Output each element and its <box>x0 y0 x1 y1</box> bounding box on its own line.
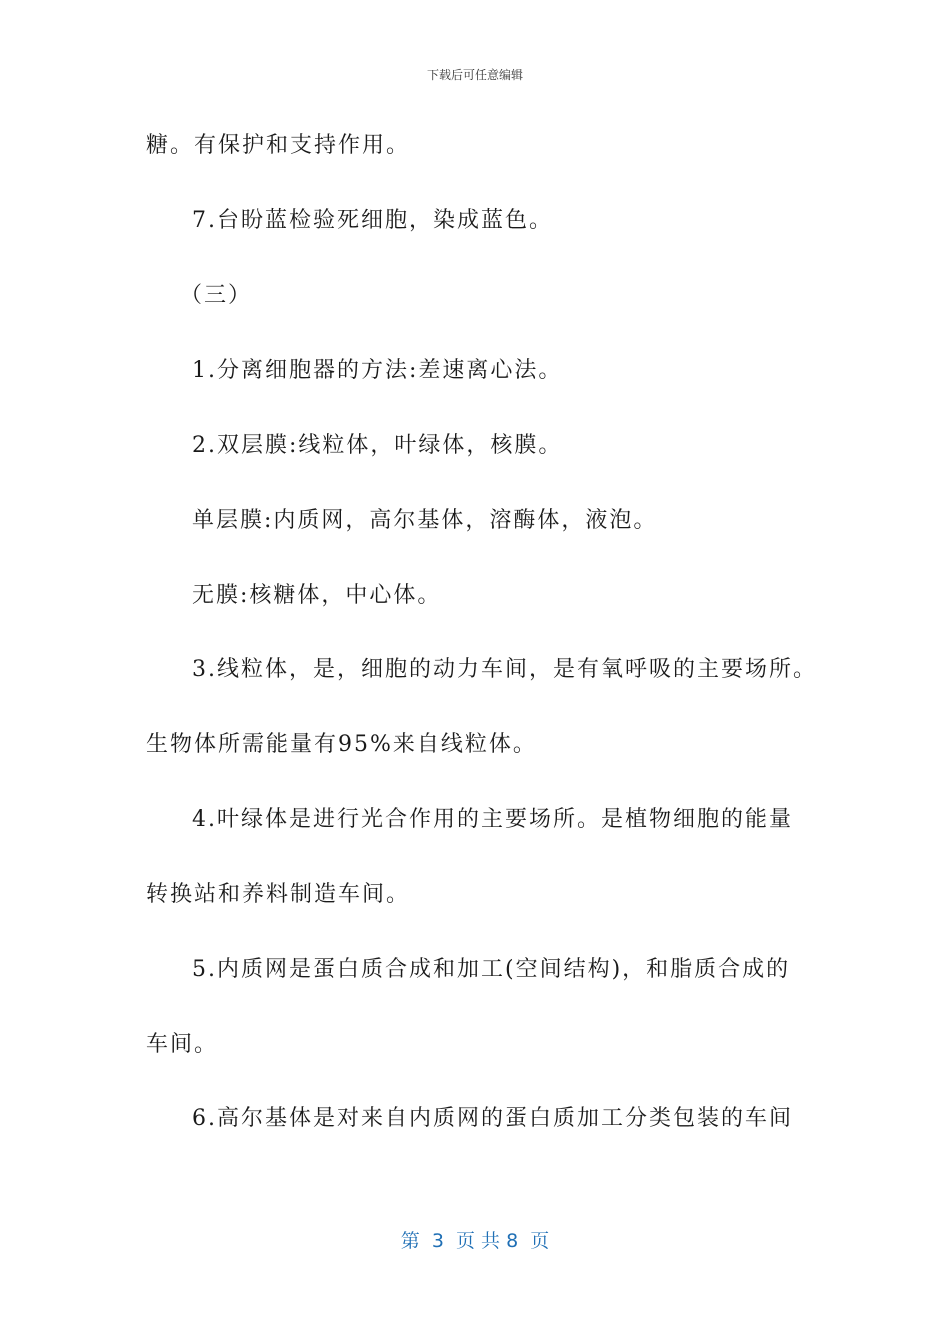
paragraph-line: 3.线粒体，是，细胞的动力车间，是有氧呼吸的主要场所。 <box>192 657 817 682</box>
paragraph-line: 车间。 <box>146 1032 219 1057</box>
paragraph-line: 1.分离细胞器的方法:差速离心法。 <box>192 358 563 383</box>
paragraph-line: 7.台盼蓝检验死细胞，染成蓝色。 <box>192 208 553 233</box>
header-note: 下载后可任意编辑 <box>426 68 523 82</box>
paragraph-line: 糖。有保护和支持作用。 <box>146 133 411 158</box>
paragraph-line: 无膜:核糖体，中心体。 <box>192 583 442 608</box>
paragraph-line: 单层膜:内质网，高尔基体，溶酶体，液泡。 <box>192 508 658 533</box>
paragraph-line: 4.叶绿体是进行光合作用的主要场所。是植物细胞的能量 <box>192 807 793 832</box>
paragraph-line: 转换站和养料制造车间。 <box>146 882 411 907</box>
page-number-footer: 第 3 页 共 8 页 <box>400 1230 550 1252</box>
paragraph-line: 5.内质网是蛋白质合成和加工(空间结构)，和脂质合成的 <box>192 957 791 982</box>
paragraph-line: （三） <box>180 283 253 308</box>
paragraph-line: 6.高尔基体是对来自内质网的蛋白质加工分类包装的车间 <box>192 1106 793 1131</box>
paragraph-line: 生物体所需能量有95%来自线粒体。 <box>146 732 537 757</box>
paragraph-line: 2.双层膜:线粒体，叶绿体，核膜。 <box>192 433 563 458</box>
